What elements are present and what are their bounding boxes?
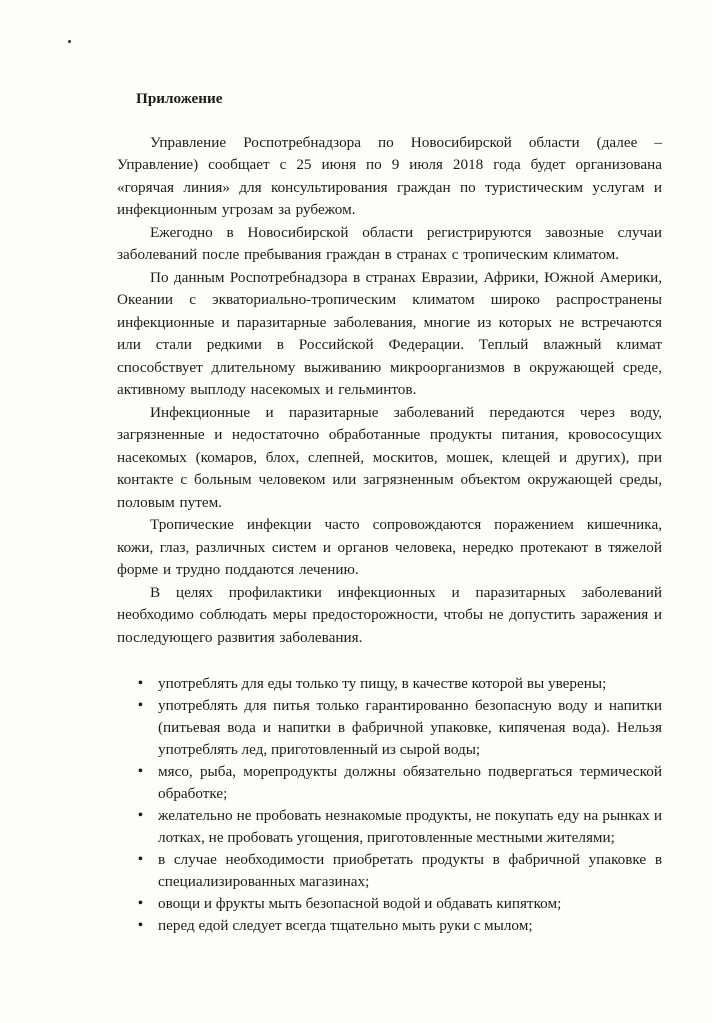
paragraph-imported-cases: Ежегодно в Новосибирской области регистрируются завозные случаи заболеваний после пребывания граждан в странах с тропическим климатом.	[117, 223, 662, 263]
list-item	[138, 893, 662, 915]
bullet-icon: •	[138, 808, 143, 823]
paragraph-hotline: Управление Роспотребнадзора по Новосибирской области (далее – Управление) сообщает с 25 июня по 9 июля 2018 года будет организована «горячая линия» для консультирования граждан по туристическим услугам и инфекционным угрозам за рубежом.	[117, 133, 662, 218]
document-title: Приложение	[136, 90, 223, 107]
list-item-text: употреблять для еды только ту пищу, в качестве которой вы уверены;	[158, 675, 607, 692]
precautions-list	[117, 673, 662, 937]
scan-speck	[68, 40, 71, 43]
document-body	[117, 88, 662, 937]
bullet-icon: •	[138, 698, 143, 713]
list-item	[138, 805, 662, 849]
bullet-icon: •	[138, 896, 143, 911]
paragraph-prevention: В целях профилактики инфекционных и паразитарных заболеваний необходимо соблюдать меры предосторожности, чтобы не допустить заражения и последующего развития заболевания.	[117, 583, 662, 646]
list-item-text: мясо, рыба, морепродукты должны обязательно подвергаться термической обработке;	[158, 763, 662, 802]
list-item	[138, 695, 662, 761]
list-item	[138, 849, 662, 893]
paragraph-tropical-infections: Тропические инфекции часто сопровождаются поражением кишечника, кожи, глаз, различных систем и органов человека, нередко протекают в тяжелой форме и трудно поддаются лечению.	[117, 516, 662, 578]
list-item	[138, 761, 662, 805]
bullet-icon: •	[138, 764, 143, 779]
list-item-text: в случае необходимости приобретать продукты в фабричной упаковке в специализированных магазинах;	[158, 851, 662, 890]
paragraph-tropical-regions: По данным Роспотребнадзора в странах Евразии, Африки, Южной Америки, Океании с экваториально-тропическим климатом широко распространены инфекционные и паразитарные заболевания, многие из которых не встречаются или стали редкими в Российской Федерации. Теплый влажный климат способствует длительному выживанию микроорганизмов в окружающей среде, активному выплоду насекомых и гельминтов.	[117, 268, 662, 398]
paragraph-transmission: Инфекционные и паразитарные заболеваний передаются через воду, загрязненные и недостаточно обработанные продукты питания, кровососущих насекомых (комаров, блох, слепней, москитов, мошек, клещей и других), при контакте с больным человеком или загрязненным объектом окружающей среды, половым путем.	[117, 403, 662, 511]
list-item	[138, 915, 662, 937]
bullet-icon: •	[138, 676, 143, 691]
bullet-icon: •	[138, 918, 143, 933]
list-item-text: употреблять для питья только гарантированно безопасную воду и напитки (питьевая вода и напитки в фабричной упаковке, кипяченая вода). Нельзя употреблять лед, приготовленный из сырой воды;	[158, 697, 662, 758]
list-item-text: овощи и фрукты мыть безопасной водой и обдавать кипятком;	[158, 895, 562, 912]
bullet-icon: •	[138, 852, 143, 867]
list-item-text: желательно не пробовать незнакомые продукты, не покупать еду на рынках и лотках, не пробовать угощения, приготовленные местными жителями;	[158, 807, 662, 846]
list-item-text: перед едой следует всегда тщательно мыть руки с мылом;	[158, 917, 533, 934]
list-item	[138, 673, 662, 695]
